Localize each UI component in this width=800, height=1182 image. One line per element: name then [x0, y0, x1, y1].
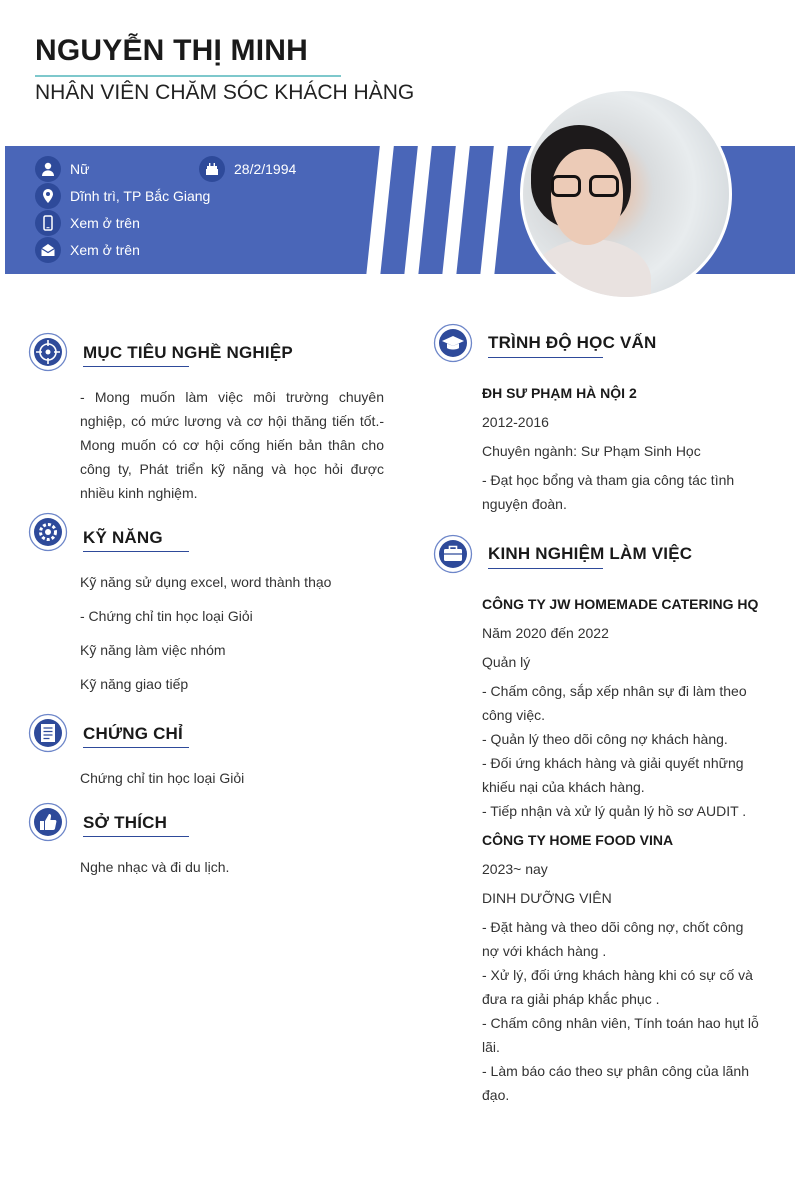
job-company: CÔNG TY HOME FOOD VINA [482, 832, 674, 848]
job-duty: - Xử lý, đối ứng khách hàng khi có sự cố và đưa ra giải pháp khắc phục . [482, 967, 753, 1007]
job-duty: - Tiếp nhận và xử lý quản lý hồ sơ AUDIT . [482, 803, 747, 819]
email-icon [35, 237, 61, 263]
graduation-cap-icon [433, 323, 473, 363]
profile-photo [520, 88, 732, 300]
education-major: Chuyên ngành: Sư Phạm Sinh Học [482, 443, 701, 459]
contact-address [35, 183, 210, 209]
experience-underline [488, 568, 603, 569]
job-period: Năm 2020 đến 2022 [482, 625, 609, 641]
photo-glasses-left [551, 175, 581, 197]
candidate-name: NGUYỄN THỊ MINH [35, 34, 308, 67]
briefcase-icon [433, 534, 473, 574]
job-duty: - Đặt hàng và theo dõi công nợ, chốt công nợ với khách hàng . [482, 919, 744, 959]
location-pin-icon [35, 183, 61, 209]
banner-stripe [479, 146, 509, 274]
job-duty: - Quản lý theo dõi công nợ khách hàng. [482, 731, 728, 747]
target-icon [28, 332, 68, 372]
objective-underline [83, 366, 189, 367]
photo-shirt [531, 239, 651, 300]
objective-title: MỤC TIÊU NGHỀ NGHIỆP [83, 343, 293, 362]
hobbies-underline [83, 836, 189, 837]
skills-underline [83, 551, 189, 552]
job-title: NHÂN VIÊN CHĂM SÓC KHÁCH HÀNG [35, 81, 415, 104]
skills-title: KỸ NĂNG [83, 528, 163, 547]
hobbies-title: SỞ THÍCH [83, 813, 168, 832]
job-role: Quản lý [482, 654, 531, 670]
job-duty: - Chấm công nhân viên, Tính toán hao hụt lỗ lãi. [482, 1015, 759, 1055]
birthday-value: 28/2/1994 [234, 161, 297, 177]
photo-face [551, 149, 623, 245]
job-company: CÔNG TY JW HOMEMADE CATERING HQ [482, 596, 759, 612]
certificates-title: CHỨNG CHỈ [83, 724, 183, 743]
banner-stripe [441, 146, 471, 274]
birthday-cake-icon [199, 156, 225, 182]
skill-item: Kỹ năng giao tiếp [80, 676, 189, 692]
gear-icon [28, 512, 68, 552]
job-role: DINH DƯỠNG VIÊN [482, 890, 612, 906]
banner-stripe [365, 146, 395, 274]
skill-item: - Chứng chỉ tin học loại Giỏi [80, 608, 253, 624]
education-school: ĐH SƯ PHẠM HÀ NỘI 2 [482, 385, 637, 401]
job-duty: - Đối ứng khách hàng và giải quyết những khiếu nại của khách hàng. [482, 755, 744, 795]
contact-email [35, 237, 140, 263]
certificates-text: Chứng chỉ tin học loại Giỏi [80, 770, 245, 786]
certificates-underline [83, 747, 189, 748]
contact-birthday [199, 156, 296, 182]
education-title: TRÌNH ĐỘ HỌC VẤN [488, 333, 657, 352]
objective-text: - Mong muốn làm việc môi trường chuyên nghiệp, có mức lương và cơ hội thăng tiến tốt.- Mong muốn có cơ hội cống hiến bản thân cho công ty, Phát triển kỹ năng và học hỏi được nhiều kinh nghiệm. [80, 389, 384, 501]
hobbies-text: Nghe nhạc và đi du lịch. [80, 859, 230, 875]
phone-icon [35, 210, 61, 236]
education-underline [488, 357, 603, 358]
job-duty: - Làm báo cáo theo sự phân công của lãnh đạo. [482, 1063, 749, 1103]
email-value: Xem ở trên [70, 242, 140, 258]
education-period: 2012-2016 [482, 414, 549, 430]
address-value: Dĩnh trì, TP Bắc Giang [70, 188, 211, 204]
certificate-icon [28, 713, 68, 753]
user-icon [35, 156, 61, 182]
photo-glasses-right [589, 175, 619, 197]
name-underline [35, 75, 341, 77]
phone-value: Xem ở trên [70, 215, 140, 231]
contact-phone [35, 210, 140, 236]
gender-value: Nữ [70, 161, 90, 177]
job-period: 2023~ nay [482, 861, 548, 877]
job-duty: - Chấm công, sắp xếp nhân sự đi làm theo công việc. [482, 683, 747, 723]
experience-title: KINH NGHIỆM LÀM VIỆC [488, 544, 693, 563]
banner-stripe [403, 146, 433, 274]
skill-item: Kỹ năng sử dụng excel, word thành thạo [80, 574, 332, 590]
thumbs-up-icon [28, 802, 68, 842]
skill-item: Kỹ năng làm việc nhóm [80, 642, 226, 658]
contact-gender [35, 156, 89, 182]
education-note: - Đạt học bổng và tham gia công tác tình nguyện đoàn. [482, 472, 735, 512]
